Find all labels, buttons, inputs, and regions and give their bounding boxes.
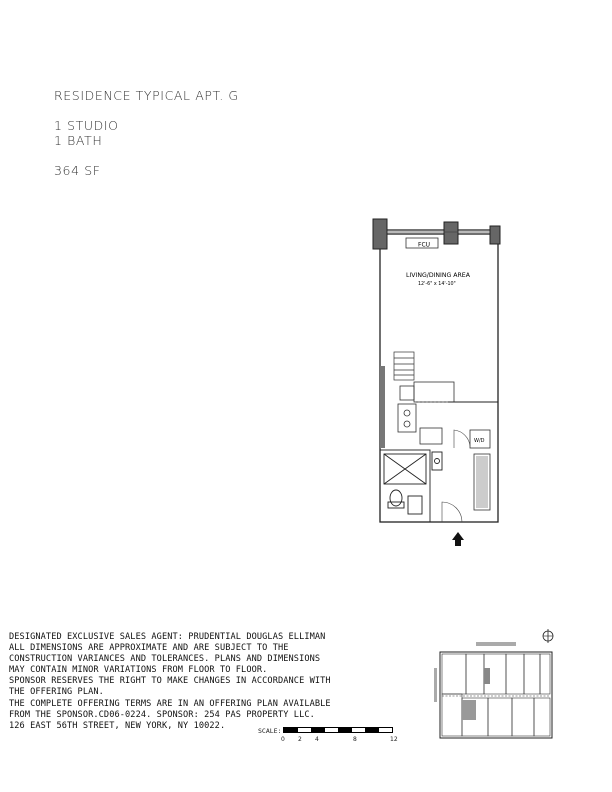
entry-arrow-icon (452, 532, 464, 546)
disclaimer-line: DESIGNATED EXCLUSIVE SALES AGENT: PRUDENTIAL DOUGLAS ELLIMAN (9, 632, 326, 642)
living-dining-label: LIVING/DINING AREA (406, 272, 470, 279)
kitchen (398, 382, 454, 444)
street-label-top (476, 642, 516, 646)
scale-label: SCALE: (258, 727, 282, 735)
key-plan (432, 628, 562, 744)
core-elevator (462, 700, 476, 720)
unit-title: RESIDENCE TYPICAL APT. G (54, 88, 239, 103)
bath-count: 1 BATH (54, 133, 103, 148)
scale-tick: 4 (315, 736, 319, 743)
disclaimer-line: SPONSOR RESERVES THE RIGHT TO MAKE CHANGES IN ACCORDANCE WITH (9, 676, 331, 687)
north-arrow-icon (543, 629, 553, 643)
wall-hatch-left (380, 366, 385, 448)
wd-label: W/D (474, 438, 485, 444)
disclaimer-line: THE OFFERING PLAN. (9, 687, 104, 698)
entry-door-swing (442, 502, 462, 522)
legal-disclaimer (9, 632, 389, 732)
living-dining-dims: 12'-6" x 14'-10" (418, 282, 456, 287)
bedroom-count: 1 STUDIO (54, 118, 119, 133)
column-left (373, 219, 387, 249)
stair (394, 352, 414, 380)
scale-tick: 0 (281, 736, 285, 743)
column-center (444, 222, 458, 244)
street-label-side (434, 668, 437, 702)
scale-tick: 8 (353, 736, 357, 743)
scale-tick: 2 (298, 736, 302, 743)
building-outline (440, 652, 552, 738)
scale-bar (283, 727, 393, 733)
bathroom (380, 450, 442, 522)
floor-plan (370, 216, 510, 551)
disclaimer-line: MAY CONTAIN MINOR VARIATIONS FROM FLOOR TO FLOOR. (9, 665, 268, 676)
fcu-label: FCU (418, 241, 431, 249)
disclaimer-line: CONSTRUCTION VARIANCES AND TOLERANCES. PLANS AND DIMENSIONS (9, 654, 321, 665)
disclaimer-line: THE COMPLETE OFFERING TERMS ARE IN AN OFFERING PLAN AVAILABLE (9, 698, 331, 709)
square-footage: 364 SF (54, 163, 101, 178)
closet-hatch (476, 456, 488, 508)
disclaimer-line: FROM THE SPONSOR.CD06-0224. SPONSOR: 254 PAS PROPERTY LLC. (9, 709, 315, 720)
column-right (490, 226, 500, 244)
disclaimer-line: ALL DIMENSIONS ARE APPROXIMATE AND ARE SUBJECT TO THE (9, 643, 289, 654)
unit-grid (442, 654, 550, 736)
highlighted-unit (484, 668, 490, 684)
disclaimer-line: 126 EAST 56TH STREET, NEW YORK, NY 10022. (9, 720, 226, 731)
scale-tick: 12 (390, 736, 398, 743)
